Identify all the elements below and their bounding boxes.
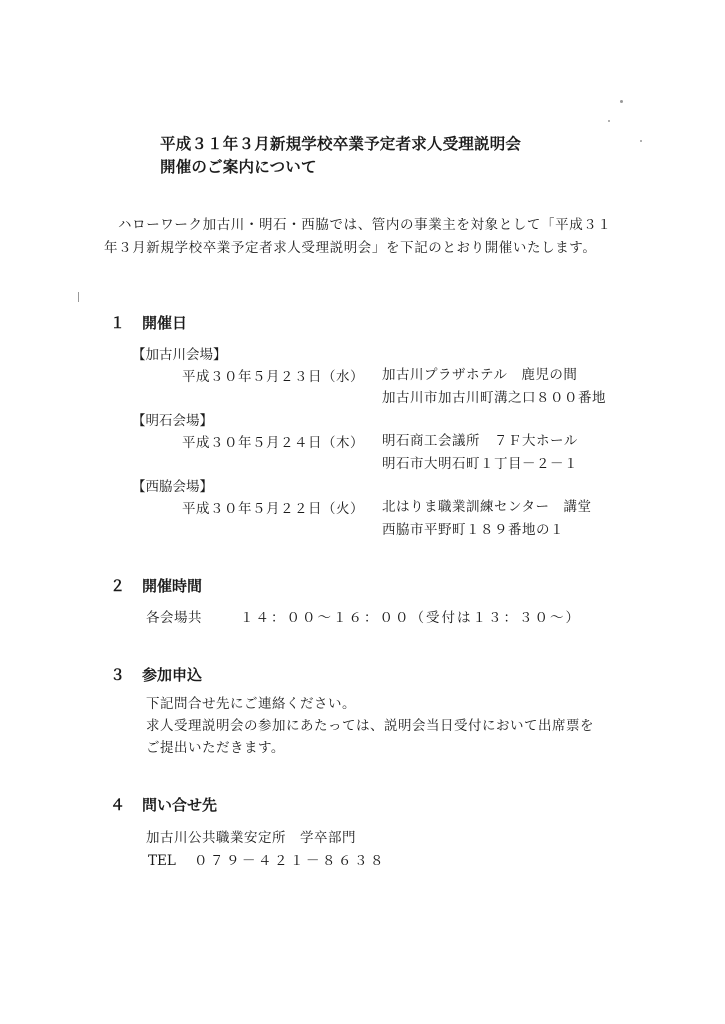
scan-speck bbox=[608, 120, 610, 122]
scan-speck bbox=[620, 100, 623, 103]
section-1-number: １ bbox=[110, 314, 126, 332]
venue-date-akashi: 平成３０年５月２４日（木） bbox=[182, 435, 364, 451]
venue-place-akashi bbox=[382, 430, 578, 476]
section-4-number: ４ bbox=[110, 796, 126, 814]
scan-speck bbox=[78, 292, 79, 302]
venue-place-kakogawa bbox=[382, 364, 606, 410]
document-title bbox=[160, 133, 521, 179]
venue-date-kakogawa: 平成３０年５月２３日（水） bbox=[182, 369, 364, 385]
title-line-1: 平成３１年３月新規学校卒業予定者求人受理説明会 bbox=[160, 135, 522, 153]
application-line-1: 下記問合せ先にご連絡ください。 bbox=[146, 696, 356, 712]
section-3-title: 参加申込 bbox=[142, 666, 203, 684]
application-line-3: ご提出いただきます。 bbox=[146, 740, 285, 756]
time-row bbox=[146, 608, 581, 628]
section-2-title: 開催時間 bbox=[142, 577, 203, 595]
section-3-number: ３ bbox=[110, 666, 126, 684]
venue-address-nishiwaki: 西脇市平野町１８９番地の１ bbox=[382, 522, 564, 538]
section-1-title: 開催日 bbox=[142, 314, 188, 332]
venue-address-akashi: 明石市大明石町１丁目－２－１ bbox=[382, 456, 578, 472]
section-4-heading bbox=[110, 795, 217, 815]
section-1-heading bbox=[110, 313, 187, 333]
venue-date-nishiwaki: 平成３０年５月２２日（火） bbox=[182, 501, 364, 517]
section-2-heading bbox=[110, 576, 202, 596]
venue-name-kakogawa: 加古川プラザホテル 鹿児の間 bbox=[382, 367, 578, 383]
venue-name-akashi: 明石商工会議所 ７Ｆ大ホール bbox=[382, 433, 578, 449]
section-4-title: 問い合せ先 bbox=[142, 796, 218, 814]
time-value: １４：００～１６：００（受付は１３：３０～） bbox=[240, 610, 581, 626]
scan-speck bbox=[640, 140, 642, 142]
section-3-heading bbox=[110, 665, 202, 685]
section-2-number: ２ bbox=[110, 577, 126, 595]
intro-paragraph: ハローワーク加古川・明石・西脇では、管内の事業主を対象として「平成３１年３月新規学校卒業予定者求人受理説明会」を下記のとおり開催いたします。 bbox=[104, 217, 612, 256]
time-label: 各会場共 bbox=[146, 610, 202, 626]
venue-place-nishiwaki bbox=[382, 496, 591, 542]
contact-tel-row bbox=[148, 851, 386, 871]
venue-name-nishiwaki: 北はりま職業訓練センター 講堂 bbox=[382, 499, 592, 515]
venue-label-akashi: 【明石会場】 bbox=[132, 413, 213, 429]
application-line-2: 求人受理説明会の参加にあたっては、説明会当日受付において出席票を bbox=[146, 718, 594, 734]
venue-label-nishiwaki: 【西脇会場】 bbox=[132, 479, 213, 495]
venue-address-kakogawa: 加古川市加古川町溝之口８００番地 bbox=[382, 390, 606, 406]
tel-label: TEL bbox=[148, 853, 176, 869]
tel-number: ０７９－４２１－８６３８ bbox=[194, 853, 386, 869]
venue-label-kakogawa: 【加古川会場】 bbox=[132, 347, 227, 363]
title-line-2: 開催のご案内について bbox=[160, 158, 317, 176]
contact-office: 加古川公共職業安定所 学卒部門 bbox=[146, 830, 356, 846]
application-text bbox=[146, 693, 594, 759]
